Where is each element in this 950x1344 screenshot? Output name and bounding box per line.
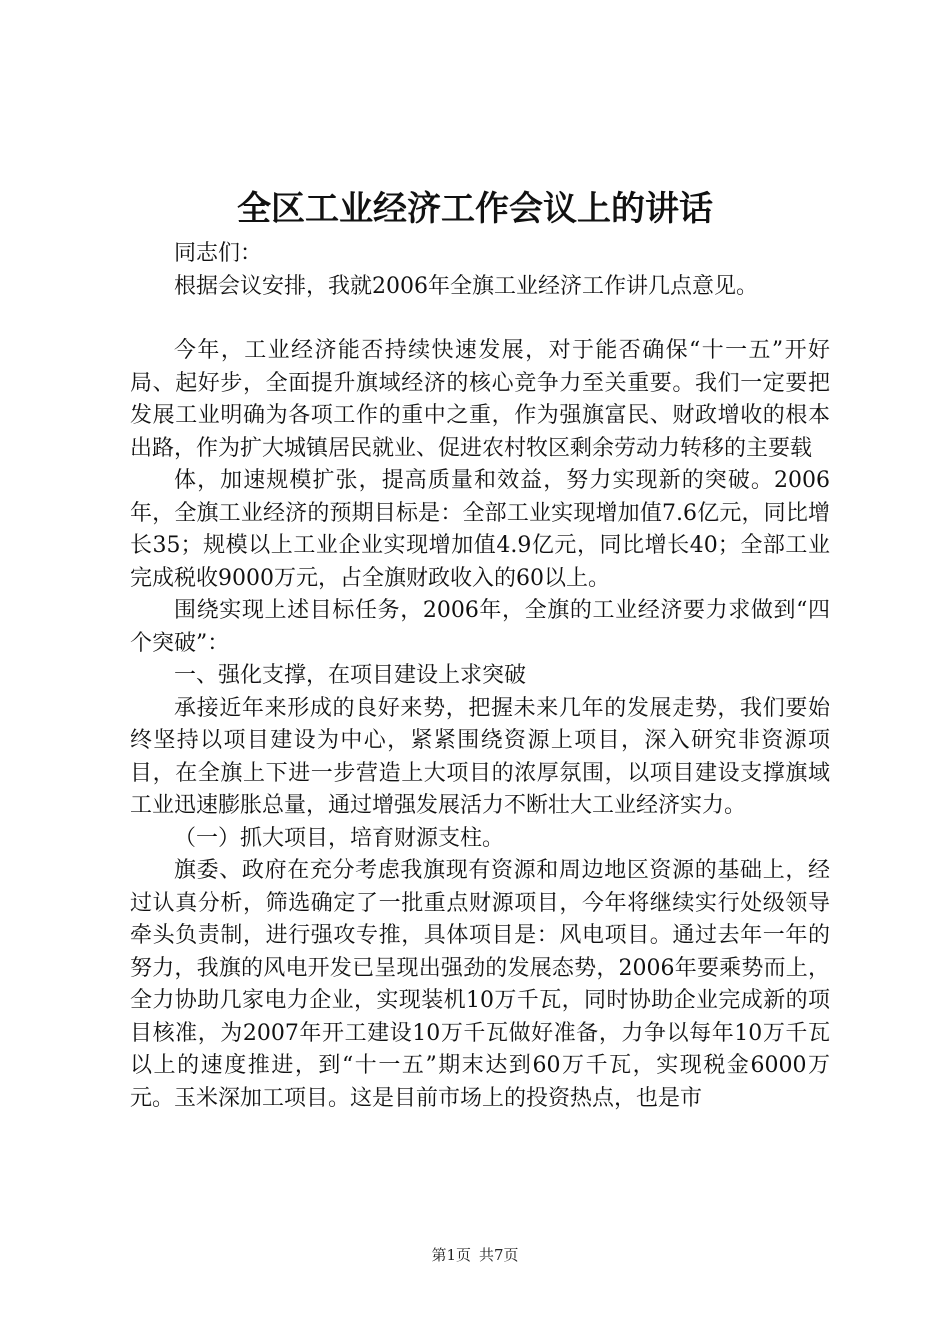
section-heading: 一、强化支撑，在项目建设上求突破 [174, 663, 527, 688]
paragraph: 体，加速规模扩张，提高质量和效益，努力实现新的突破。2006年，全旗工业经济的预期目标是：全部工业实现增加值7.6亿元，同比增长35；规模以上工业企业实现增加值4.9亿元，同比增长40；全部工业完成税收9000万元，占全旗财政收入的60以上。 [130, 468, 830, 591]
page-footer [0, 1244, 950, 1265]
document-body [130, 238, 830, 1115]
paragraph: 根据会议安排，我就2006年全旗工业经济工作讲几点意见。 [174, 273, 758, 299]
subsection-heading: （一）抓大项目，培育财源支柱。 [174, 825, 505, 851]
paragraph: 围绕实现上述目标任务，2006年，全旗的工业经济要力求做到“四个突破”： [130, 598, 830, 656]
document-title: 全区工业经济工作会议上的讲话 [237, 189, 713, 229]
paragraph: 旗委、政府在充分考虑我旗现有资源和周边地区资源的基础上，经过认真分析，筛选确定了一批重点财源项目，今年将继续实行处级领导牵头负责制，进行强攻专推，具体项目是：风电项目。通过去年一年的努力，我旗的风电开发已呈现出强劲的发展态势，2006年要乘势而上，全力协助几家电力企业，实现装机10万千瓦，同时协助企业完成新的项目核准，为2007年开工建设10万千瓦做好准备，力争以每年10万千瓦以上的速度推进，到“十一五”期末达到60万千瓦，实现税金6000万元。玉米深加工项目。这是目前市场上的投资热点，也是市 [130, 858, 830, 1111]
paragraph: 今年，工业经济能否持续快速发展，对于能否确保“十一五”开好局、起好步，全面提升旗域经济的核心竞争力至关重要。我们一定要把发展工业明确为各项工作的重中之重，作为强旗富民、财政增收的根本出路，作为扩大城镇居民就业、促进农村牧区剩余劳动力转移的主要载 [130, 338, 830, 461]
page-total: 共7页 [479, 1246, 519, 1264]
paragraph: 承接近年来形成的良好来势，把握未来几年的发展走势，我们要始终坚持以项目建设为中心，紧紧围绕资源上项目，深入研究非资源项目，在全旗上下进一步营造上大项目的浓厚氛围，以项目建设支撑旗域工业迅速膨胀总量，通过增强发展活力不断壮大工业经济实力。 [130, 695, 830, 818]
page-number: 第1页 [431, 1246, 471, 1264]
salutation: 同志们： [174, 241, 263, 266]
